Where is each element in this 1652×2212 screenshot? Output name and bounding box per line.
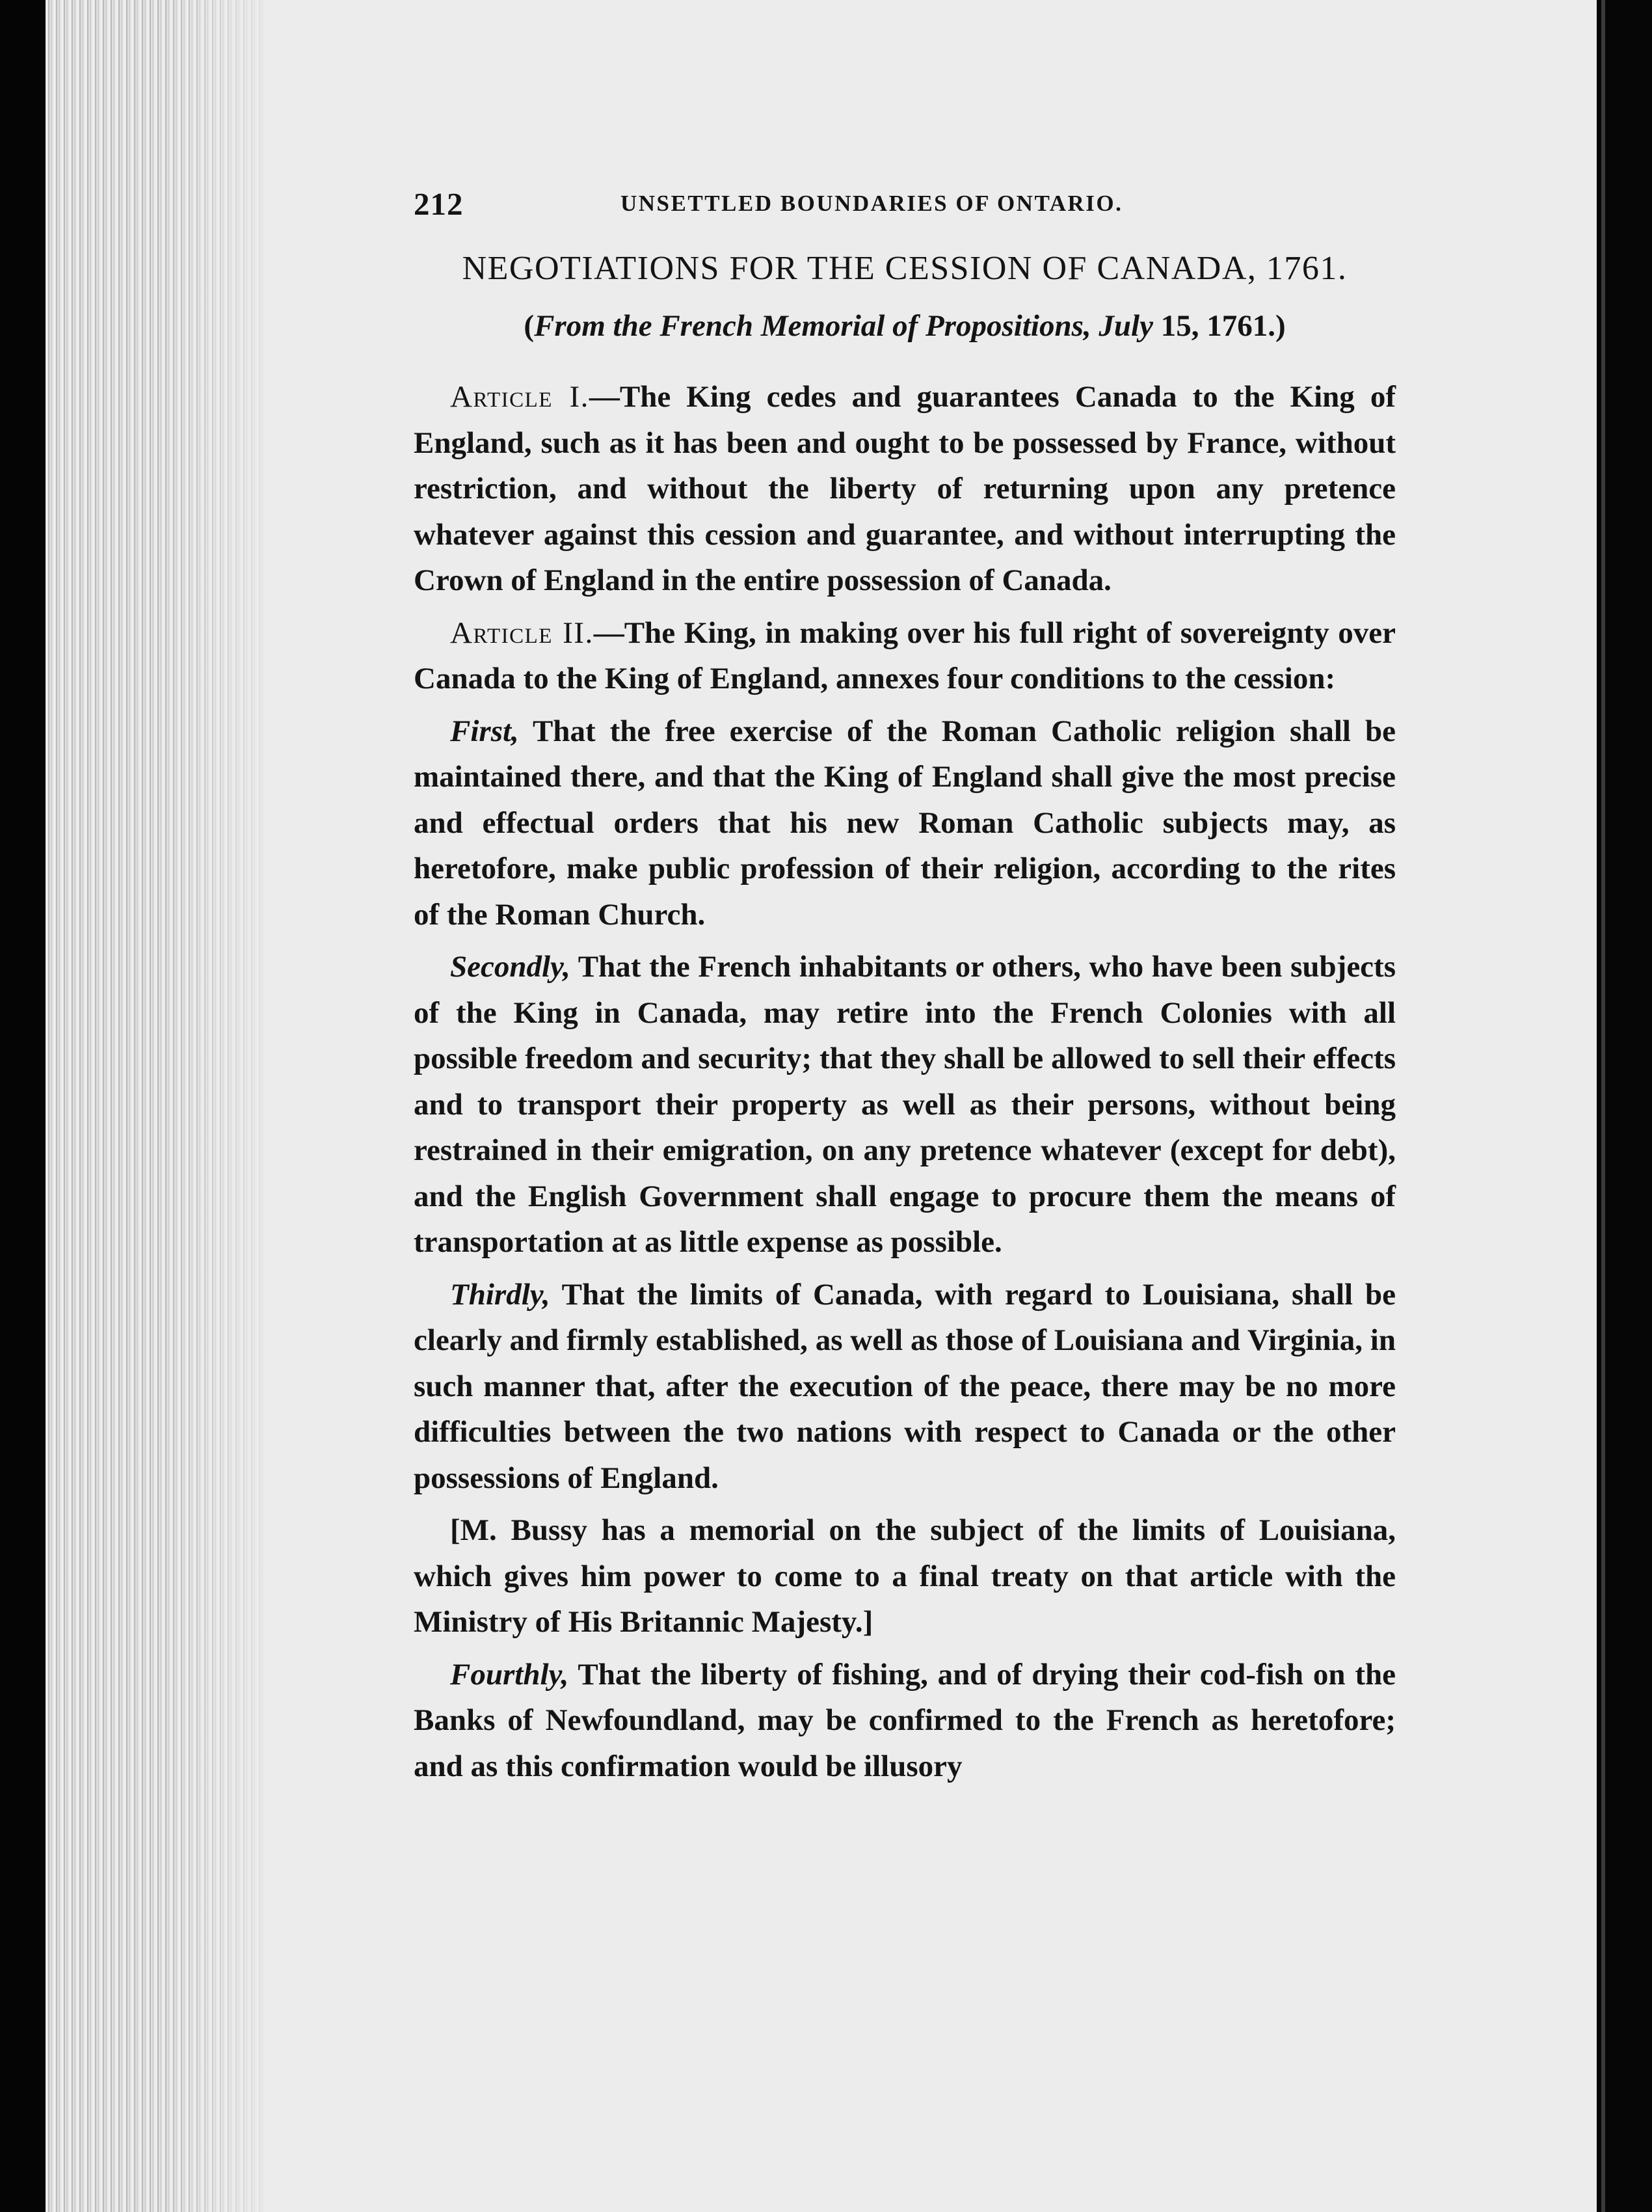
paragraph-secondly — [414, 944, 1396, 1265]
thirdly-text: That the limits of Canada, with regard to Louisiana, shall be clearly and firmly established, as well as those of Louisiana and Virginia, in such manner that, after the execution of the peace, there may be no more difficulties between the two nations with respect to Canada or the other possessions of England. — [414, 1277, 1396, 1495]
section-title: NEGOTIATIONS FOR THE CESSION OF CANADA, 1761. — [462, 250, 1348, 287]
paragraph-bussy-note — [414, 1507, 1396, 1645]
section-subtitle — [414, 306, 1396, 345]
page-stack-shade — [163, 0, 267, 2212]
thirdly-label: Thirdly, — [450, 1277, 550, 1312]
article-1-text: —The King cedes and guarantees Canada to the King of England, such as it has been and ought to be possessed by France, without restriction, and without the liberty of returning upon any pretence whatever against this cession and guarantee, and without interrupting the Crown of England in the entire possession of Canada. — [414, 380, 1396, 597]
running-title: UNSETTLED BOUNDARIES OF ONTARIO. — [620, 191, 1123, 216]
bussy-note-text: [M. Bussy has a memorial on the subject of the limits of Louisiana, which gives him power to come to a final treaty on that article with the Ministry of His Britannic Majesty.] — [414, 1513, 1396, 1639]
article-2-label: Article II. — [450, 615, 594, 650]
subtitle-italic: From the French Memorial of Propositions, July — [534, 309, 1153, 343]
first-label: First, — [450, 714, 519, 748]
paragraph-fourthly — [414, 1652, 1396, 1790]
right-page-edge-line — [1601, 0, 1605, 2212]
paragraph-article-1 — [414, 374, 1396, 604]
paragraph-thirdly — [414, 1272, 1396, 1502]
fourthly-label: Fourthly, — [450, 1657, 569, 1692]
fourthly-text: That the liberty of fishing, and of drying their cod-fish on the Banks of Newfoundland, may be confirmed to the French as heretofore; and as this confirmation would be illusory — [414, 1657, 1396, 1783]
page-number: 212 — [414, 186, 464, 222]
secondly-label: Secondly, — [450, 950, 570, 984]
first-text: That the free exercise of the Roman Catholic religion shall be maintained there, and that the King of England shall give the most precise and effectual orders that his new Roman Catholic subjects may, as heretofore, make public profession of their religion, according to the rites of the Roman Church. — [414, 714, 1396, 932]
paragraph-article-2 — [414, 610, 1396, 702]
subtitle-open-paren: ( — [524, 309, 535, 343]
running-head — [414, 185, 1396, 224]
paragraph-first — [414, 708, 1396, 938]
article-1-label: Article I. — [450, 380, 589, 414]
secondly-text: That the French inhabitants or others, who have been subjects of the King in Canada, may retire into the French Colonies with all possible freedom and security; that they shall be allowed to sell their effects and to transport their property as well as their persons, without being restrained in their emigration, on any pretence whatever (except for debt), and the English Government shall engage to procure them the means of transportation at as little expense as possible. — [414, 950, 1396, 1259]
page-content — [414, 185, 1396, 1789]
subtitle-date: 15, 1761.) — [1152, 309, 1286, 343]
article-2-text: —The King, in making over his full right of sovereignty over Canada to the King of England, annexes four conditions to the cession: — [414, 615, 1396, 695]
